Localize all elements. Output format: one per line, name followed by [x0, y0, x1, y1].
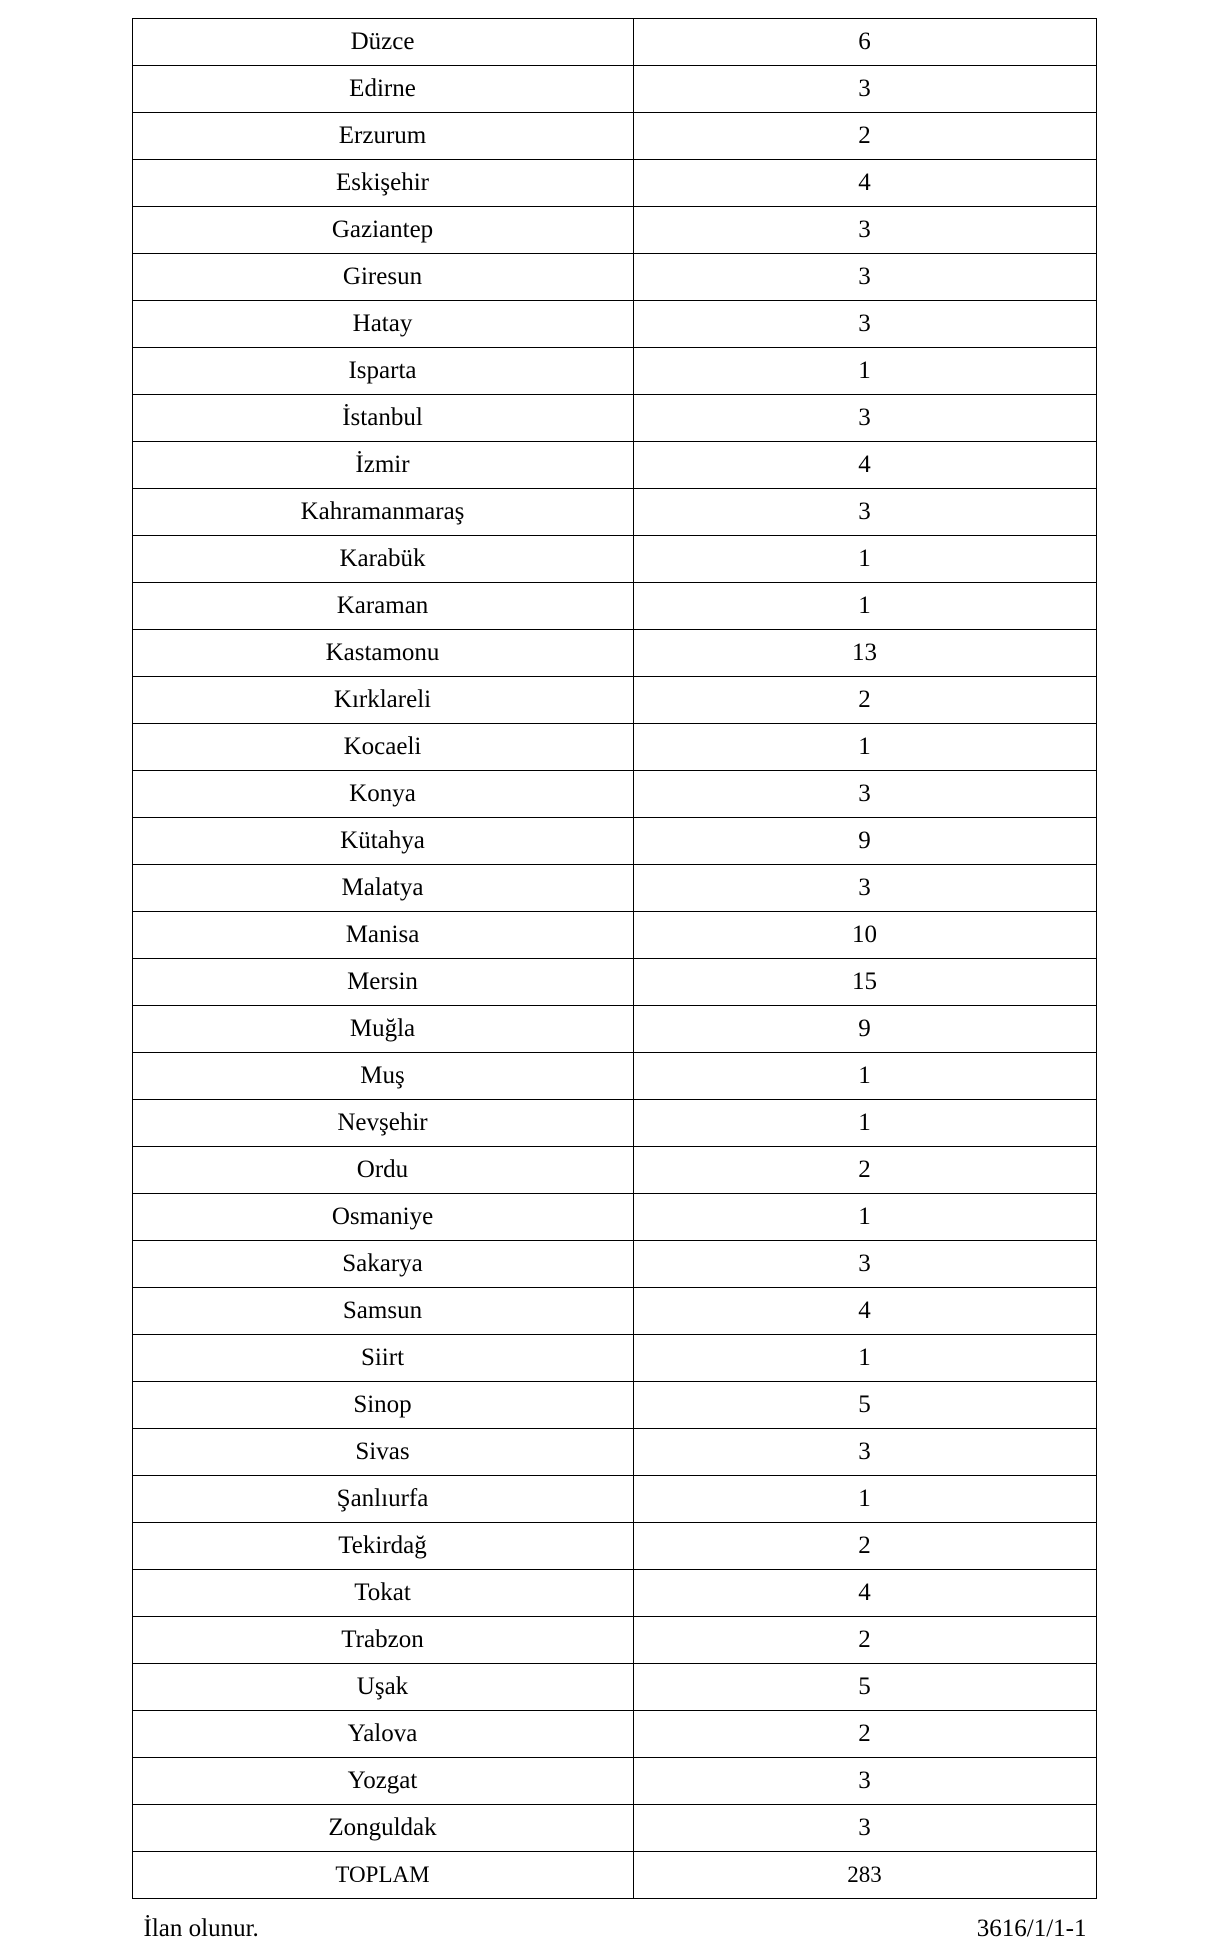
province-count-cell: 5 [633, 1382, 1096, 1429]
province-count-cell: 3 [633, 301, 1096, 348]
table-row [132, 1335, 1096, 1382]
province-name-cell: Tokat [132, 1570, 633, 1617]
province-name-cell: Zonguldak [132, 1805, 633, 1852]
province-name-cell: Trabzon [132, 1617, 633, 1664]
province-name-cell: Samsun [132, 1288, 633, 1335]
table-row [132, 160, 1096, 207]
province-name-cell: Erzurum [132, 113, 633, 160]
province-count-cell: 9 [633, 818, 1096, 865]
province-count-cell: 4 [633, 442, 1096, 489]
footer-announcement-text: İlan olunur. [143, 1915, 259, 1942]
province-name-cell: Giresun [132, 254, 633, 301]
province-count-cell: 3 [633, 254, 1096, 301]
province-count-cell: 3 [633, 1758, 1096, 1805]
province-counts-table-wrapper [132, 18, 1095, 1899]
table-row [132, 395, 1096, 442]
province-count-cell: 5 [633, 1664, 1096, 1711]
table-total-row [132, 1852, 1096, 1899]
province-count-cell: 3 [633, 771, 1096, 818]
province-name-cell: Kırklareli [132, 677, 633, 724]
province-name-cell: Osmaniye [132, 1194, 633, 1241]
province-count-cell: 6 [633, 19, 1096, 66]
province-name-cell: Uşak [132, 1664, 633, 1711]
table-row [132, 583, 1096, 630]
table-row [132, 442, 1096, 489]
province-name-cell: Kahramanmaraş [132, 489, 633, 536]
table-row [132, 489, 1096, 536]
total-count-cell: 283 [633, 1852, 1096, 1899]
province-name-cell: Kastamonu [132, 630, 633, 677]
table-row [132, 536, 1096, 583]
province-count-cell: 1 [633, 1053, 1096, 1100]
table-row [132, 1570, 1096, 1617]
province-name-cell: Gaziantep [132, 207, 633, 254]
province-count-cell: 1 [633, 1100, 1096, 1147]
table-row [132, 348, 1096, 395]
province-count-cell: 2 [633, 1711, 1096, 1758]
table-row [132, 301, 1096, 348]
province-count-cell: 3 [633, 207, 1096, 254]
province-count-cell: 9 [633, 1006, 1096, 1053]
table-row [132, 1523, 1096, 1570]
table-row [132, 865, 1096, 912]
table-row [132, 1053, 1096, 1100]
table-row [132, 207, 1096, 254]
province-counts-table [132, 18, 1097, 1899]
province-count-cell: 1 [633, 348, 1096, 395]
total-label-cell: TOPLAM [132, 1852, 633, 1899]
province-count-cell: 3 [633, 1805, 1096, 1852]
table-row [132, 1100, 1096, 1147]
province-count-cell: 13 [633, 630, 1096, 677]
table-row [132, 1664, 1096, 1711]
province-count-cell: 3 [633, 1429, 1096, 1476]
province-name-cell: Yozgat [132, 1758, 633, 1805]
province-name-cell: İzmir [132, 442, 633, 489]
province-name-cell: Eskişehir [132, 160, 633, 207]
table-row [132, 254, 1096, 301]
province-count-cell: 3 [633, 865, 1096, 912]
province-count-cell: 1 [633, 1335, 1096, 1382]
table-row [132, 771, 1096, 818]
table-row [132, 19, 1096, 66]
province-name-cell: Edirne [132, 66, 633, 113]
province-name-cell: Ordu [132, 1147, 633, 1194]
table-row [132, 1805, 1096, 1852]
table-row [132, 959, 1096, 1006]
table-row [132, 1617, 1096, 1664]
province-name-cell: Muş [132, 1053, 633, 1100]
province-count-cell: 2 [633, 1147, 1096, 1194]
province-name-cell: Konya [132, 771, 633, 818]
document-footer [132, 1915, 1095, 1943]
table-row [132, 1382, 1096, 1429]
province-name-cell: Muğla [132, 1006, 633, 1053]
province-count-cell: 2 [633, 1617, 1096, 1664]
province-count-cell: 4 [633, 1288, 1096, 1335]
province-count-cell: 15 [633, 959, 1096, 1006]
footer-reference-number: 3616/1/1-1 [976, 1915, 1087, 1942]
province-count-cell: 2 [633, 677, 1096, 724]
province-count-cell: 2 [633, 1523, 1096, 1570]
province-name-cell: Sivas [132, 1429, 633, 1476]
province-count-cell: 1 [633, 1476, 1096, 1523]
table-row [132, 1241, 1096, 1288]
province-count-cell: 1 [633, 1194, 1096, 1241]
province-name-cell: Kütahya [132, 818, 633, 865]
province-name-cell: Karabük [132, 536, 633, 583]
table-row [132, 1147, 1096, 1194]
province-name-cell: Hatay [132, 301, 633, 348]
province-count-cell: 3 [633, 66, 1096, 113]
table-row [132, 818, 1096, 865]
province-count-cell: 4 [633, 1570, 1096, 1617]
province-name-cell: Karaman [132, 583, 633, 630]
table-row [132, 1711, 1096, 1758]
province-count-cell: 3 [633, 1241, 1096, 1288]
table-row [132, 1006, 1096, 1053]
province-name-cell: Manisa [132, 912, 633, 959]
table-row [132, 113, 1096, 160]
province-count-cell: 4 [633, 160, 1096, 207]
province-name-cell: Siirt [132, 1335, 633, 1382]
table-row [132, 1476, 1096, 1523]
province-name-cell: İstanbul [132, 395, 633, 442]
province-name-cell: Nevşehir [132, 1100, 633, 1147]
province-name-cell: Mersin [132, 959, 633, 1006]
province-count-cell: 3 [633, 395, 1096, 442]
table-row [132, 1288, 1096, 1335]
province-name-cell: Malatya [132, 865, 633, 912]
province-count-cell: 1 [633, 724, 1096, 771]
province-count-cell: 2 [633, 113, 1096, 160]
province-name-cell: Tekirdağ [132, 1523, 633, 1570]
province-count-cell: 3 [633, 489, 1096, 536]
table-row [132, 912, 1096, 959]
table-body [132, 19, 1096, 1899]
table-row [132, 630, 1096, 677]
table-row [132, 724, 1096, 771]
province-name-cell: Isparta [132, 348, 633, 395]
table-row [132, 66, 1096, 113]
province-name-cell: Yalova [132, 1711, 633, 1758]
province-name-cell: Düzce [132, 19, 633, 66]
province-count-cell: 10 [633, 912, 1096, 959]
province-count-cell: 1 [633, 536, 1096, 583]
table-row [132, 1758, 1096, 1805]
table-row [132, 677, 1096, 724]
province-name-cell: Şanlıurfa [132, 1476, 633, 1523]
province-count-cell: 1 [633, 583, 1096, 630]
province-name-cell: Sinop [132, 1382, 633, 1429]
table-row [132, 1429, 1096, 1476]
table-row [132, 1194, 1096, 1241]
province-name-cell: Kocaeli [132, 724, 633, 771]
province-name-cell: Sakarya [132, 1241, 633, 1288]
